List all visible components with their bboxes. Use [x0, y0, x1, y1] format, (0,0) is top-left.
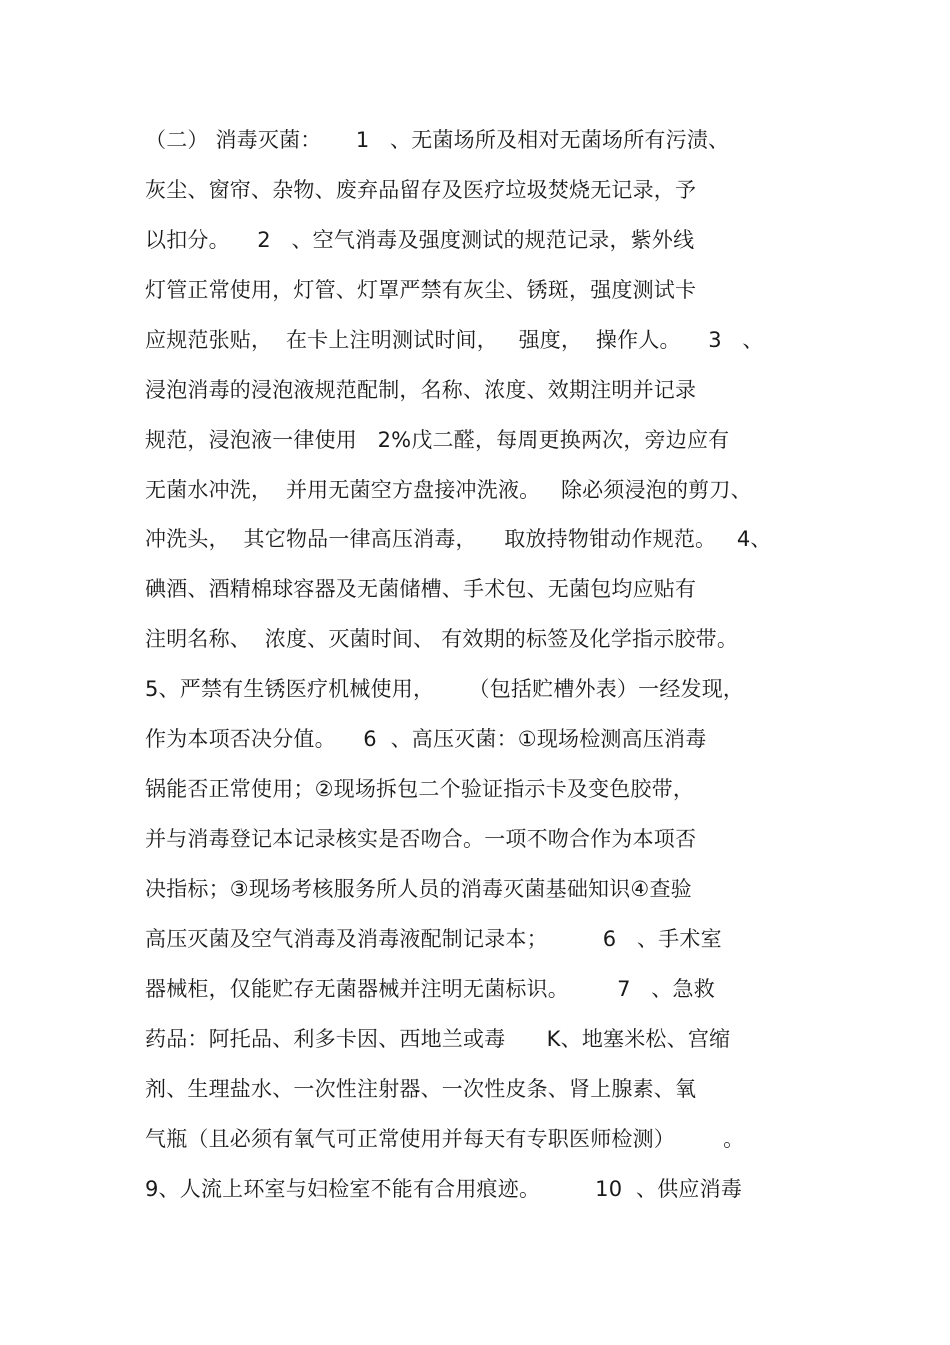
text-line: 5、严禁有生锈医疗机械使用， （包括贮槽外表）一经发现，: [145, 677, 745, 701]
text-line: 锅能否正常使用；②现场拆包二个验证指示卡及变色胶带，: [145, 777, 695, 801]
text-line: 注明名称、 浓度、灭菌时间、 有效期的标签及化学指示胶带。: [145, 627, 739, 651]
text-line: 应规范张贴， 在卡上注明测试时间， 强度， 操作人。 3 、: [145, 328, 764, 352]
text-line: 剂、生理盐水、一次性注射器、一次性皮条、肾上腺素、氧: [145, 1077, 697, 1101]
text-line: 气瓶（且必须有氧气可正常使用并每天有专职医师检测） 。: [145, 1127, 745, 1151]
text-line: 无菌水冲洗， 并用无菌空方盘接冲洗液。 除必须浸泡的剪刀、: [145, 478, 752, 502]
text-line: 规范，浸泡液一律使用 2%戊二醛，每周更换两次，旁边应有: [145, 428, 730, 452]
text-line: 高压灭菌及空气消毒及消毒液配制记录本； 6 、手术室: [145, 927, 722, 951]
text-line: 以扣分。 2 、空气消毒及强度测试的规范记录，紫外线: [145, 228, 695, 252]
text-line: 并与消毒登记本记录核实是否吻合。一项不吻合作为本项否: [145, 827, 697, 851]
text-line: 9、人流上环室与妇检室不能有合用痕迹。 10 、供应消毒: [145, 1177, 743, 1201]
text-line: 药品：阿托品、利多卡因、西地兰或毒 K、地塞米松、宫缩: [145, 1027, 731, 1051]
text-line: 浸泡消毒的浸泡液规范配制，名称、浓度、效期注明并记录: [145, 378, 697, 402]
text-line: 冲洗头， 其它物品一律高压消毒， 取放持物钳动作规范。 4、: [145, 527, 772, 551]
text-line: 灰尘、窗帘、杂物、废弃品留存及医疗垃圾焚烧无记录，予: [145, 178, 697, 202]
text-line: （二） 消毒灭菌： 1 、无菌场所及相对无菌场所有污渍、: [145, 128, 730, 152]
text-line: 灯管正常使用，灯管、灯罩严禁有灰尘、锈斑，强度测试卡: [145, 278, 697, 302]
text-line: 碘酒、酒精棉球容器及无菌储槽、手术包、无菌包均应贴有: [145, 577, 697, 601]
text-line: 器械柜，仅能贮存无菌器械并注明无菌标识。 7 、急救: [145, 977, 715, 1001]
text-line: 作为本项否决分值。 6 、高压灭菌：①现场检测高压消毒: [145, 727, 707, 751]
text-line: 决指标；③现场考核服务所人员的消毒灭菌基础知识④查验: [145, 877, 692, 901]
